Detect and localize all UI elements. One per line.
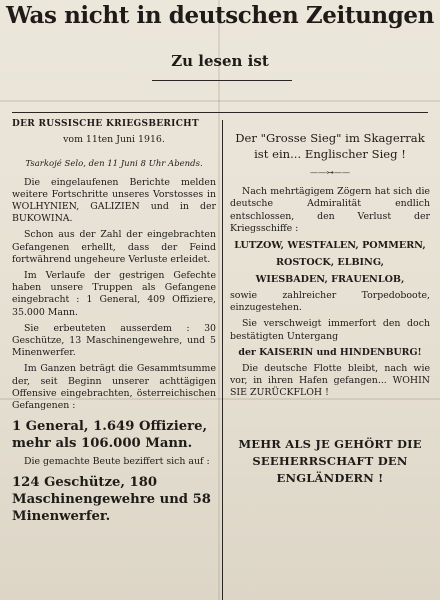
- ship-list-line: LUTZOW, WESTFALEN, POMMERN,: [234, 240, 426, 252]
- report-dateline: Tsarkojé Selo, den 11 Juni 8 Uhr Abends.: [25, 159, 203, 170]
- column-divider: [222, 120, 223, 600]
- right-paragraph-2: sowie zahlreicher Torpedoboote, einzugestehen.: [230, 290, 430, 314]
- closing-slogan: MEHR ALS JE GEHÖRT DIE SEEHERRSCHAFT DEN ENGLÄNDERN !: [238, 436, 422, 485]
- ship-list-line: WIESBADEN, FRAUENLOB,: [255, 274, 405, 286]
- left-column: [12, 118, 216, 529]
- section-rule: [12, 112, 428, 113]
- left-headline: DER RUSSISCHE KRIEGSBERICHT: [12, 119, 199, 129]
- left-paragraph-3: Im Verlaufe der gestrigen Gefechte haben unsere Truppen als Gefangene eingebracht : 1 General, 409 Offiziere, 35.000 Mann.: [12, 270, 216, 318]
- right-column: [230, 118, 430, 491]
- prisoner-total: 1 General, 1.649 Offiziere, mehr als 106.000 Mann.: [12, 419, 208, 452]
- right-paragraph-5: Die deutsche Flotte bleibt, nach wie vor, in ihren Hafen gefangen... WOHIN SIE ZURÜCKFLOH !: [230, 363, 430, 399]
- report-date: vom 11ten Juni 1916.: [63, 134, 165, 146]
- right-paragraph-4: der KAISERIN und HINDENBURG!: [238, 346, 422, 358]
- ship-list-line: ROSTOCK, ELBING,: [275, 257, 385, 269]
- page-subtitle: Zu lesen ist: [171, 52, 269, 70]
- right-paragraph-1: Nach mehrtägigem Zögern hat sich die deutsche Admiralität endlich entschlossen, den Verlust der Kriegsschiffe :: [230, 186, 430, 234]
- left-paragraph-1: Die eingelaufenen Berichte melden weitere Fortschritte unseres Vorstosses in WOLHYNIEN, GALIZIEN und in der BUKOWINA.: [12, 176, 216, 225]
- left-paragraph-6: Die gemachte Beute beziffert sich auf :: [24, 456, 210, 468]
- ornament-divider: ——⊶——: [310, 168, 350, 177]
- paper-fold: [0, 100, 440, 102]
- left-paragraph-2: Schon aus der Zahl der eingebrachten Gefangenen erhellt, dass der Feind fortwährend ungeheure Verluste erleidet.: [12, 229, 216, 265]
- left-paragraph-5: Im Ganzen beträgt die Gesammtsumme der, seit Beginn unserer achttägigen Offensive eingebrachten, österreichischen Gefangenen :: [12, 363, 216, 412]
- page-title: Was nicht in deutschen Zeitungen: [6, 2, 434, 29]
- booty-total: 124 Geschütze, 180 Maschinengewehre und 58 Minenwerfer.: [12, 475, 211, 525]
- title-rule: [152, 80, 292, 81]
- left-paragraph-4: Sie erbeuteten ausserdem : 30 Geschütze, 13 Maschinengewehre, und 5 Minenwerfer.: [12, 322, 216, 359]
- right-headline: Der "Grosse Sieg" im Skagerrak ist ein... Englischer Sieg !: [235, 131, 425, 161]
- right-paragraph-3: Sie verschweigt immerfort den doch bestätigten Untergang: [230, 318, 430, 342]
- paper-fold: [218, 0, 220, 600]
